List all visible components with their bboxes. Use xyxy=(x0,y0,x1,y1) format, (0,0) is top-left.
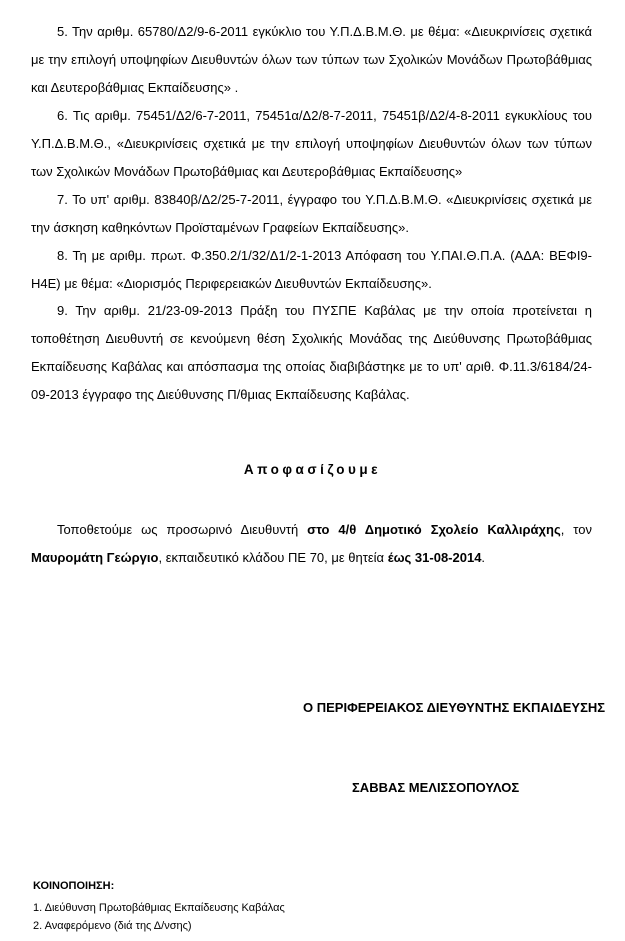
decision-school: στο 4/θ Δημοτικό Σχολείο Καλλιράχης xyxy=(307,522,561,537)
decision-end: . xyxy=(481,550,486,565)
decision-paragraph xyxy=(31,516,592,572)
decision-intro: Τοποθετούμε ως προσωρινό Διευθυντή xyxy=(57,522,308,537)
signature-name: ΣΑΒΒΑΣ ΜΕΛΙΣΣΟΠΟΥΛΟΣ xyxy=(352,780,520,795)
decision-heading: Αποφασίζουμε xyxy=(243,462,382,477)
notification-item: 2. Αναφερόμενο (διά της Δ/νσης) xyxy=(33,920,192,932)
reference-item-6: 6. Τις αριθμ. 75451/Δ2/6-7-2011, 75451α/Δ2/8-7-2011, 75451β/Δ2/4-8-2011 εγκυκλίους του Υ.Π.Δ.Β.Μ.Θ., «Διευκρινίσεις σχετικά με την επιλογή υποψηφίων Διευθυντών όλων των τύπων των Σχολικών Μονάδων Πρωτοβάθμιας και Δευτεροβάθμιας Εκπαίδευσης» xyxy=(31,108,592,179)
decision-person: Μαυρομάτη Γεώργιο xyxy=(31,550,159,565)
decision-after-school: , τον xyxy=(560,522,592,537)
reference-item-7: 7. Το υπ' αριθμ. 83840β/Δ2/25-7-2011, έγγραφο του Υ.Π.Δ.Β.Μ.Θ. «Διευκρινίσεις σχετικά με την άσκηση καθηκόντων Προϊσταμένων Γραφείων Εκπαίδευσης». xyxy=(31,192,592,235)
decision-middle: , εκπαιδευτικό κλάδου ΠΕ 70, με θητεία xyxy=(158,550,388,565)
decision-term: έως 31-08-2014 xyxy=(387,550,482,565)
reference-item-9: 9. Την αριθμ. 21/23-09-2013 Πράξη του ΠΥΣΠΕ Καβάλας με την οποία προτείνεται η τοποθέτηση Διευθυντή σε κενούμενη θέση Σχολικής Μονάδας της Διεύθυνσης Πρωτοβάθμιας Εκπαίδευσης Καβάλας και απόσπασμα της οποίας διαβιβάστηκε με το υπ' αριθ. Φ.11.3/6184/24-09-2013 έγγραφο της Διεύθυνσης Π/θμιας Εκπαίδευσης Καβάλας. xyxy=(31,303,592,402)
signature-title: Ο ΠΕΡΙΦΕΡΕΙΑΚΟΣ ΔΙΕΥΘΥΝΤΗΣ ΕΚΠΑΙΔΕΥΣΗΣ xyxy=(303,700,606,715)
reference-item-5: 5. Την αριθμ. 65780/Δ2/9-6-2011 εγκύκλιο του Υ.Π.Δ.Β.Μ.Θ. με θέμα: «Διευκρινίσεις σχετικά με την επιλογή υποψηφίων Διευθυντών όλων των τύπων των Σχολικών Μονάδων Πρωτοβάθμιας και Δευτεροβάθμιας Εκπαίδευσης» . xyxy=(31,24,592,95)
notification-item: 1. Διεύθυνση Πρωτοβάθμιας Εκπαίδευσης Καβάλας xyxy=(33,902,285,914)
notification-title: ΚΟΙΝΟΠΟΙΗΣΗ: xyxy=(33,880,115,892)
reference-item-8: 8. Τη με αριθμ. πρωτ. Φ.350.2/1/32/Δ1/2-1-2013 Απόφαση του Υ.ΠΑΙ.Θ.Π.Α. (ΑΔΑ: ΒΕΦΙ9-Η4Ε) με θέμα: «Διορισμός Περιφερειακών Διευθυντών Εκπαίδευσης». xyxy=(31,248,592,291)
